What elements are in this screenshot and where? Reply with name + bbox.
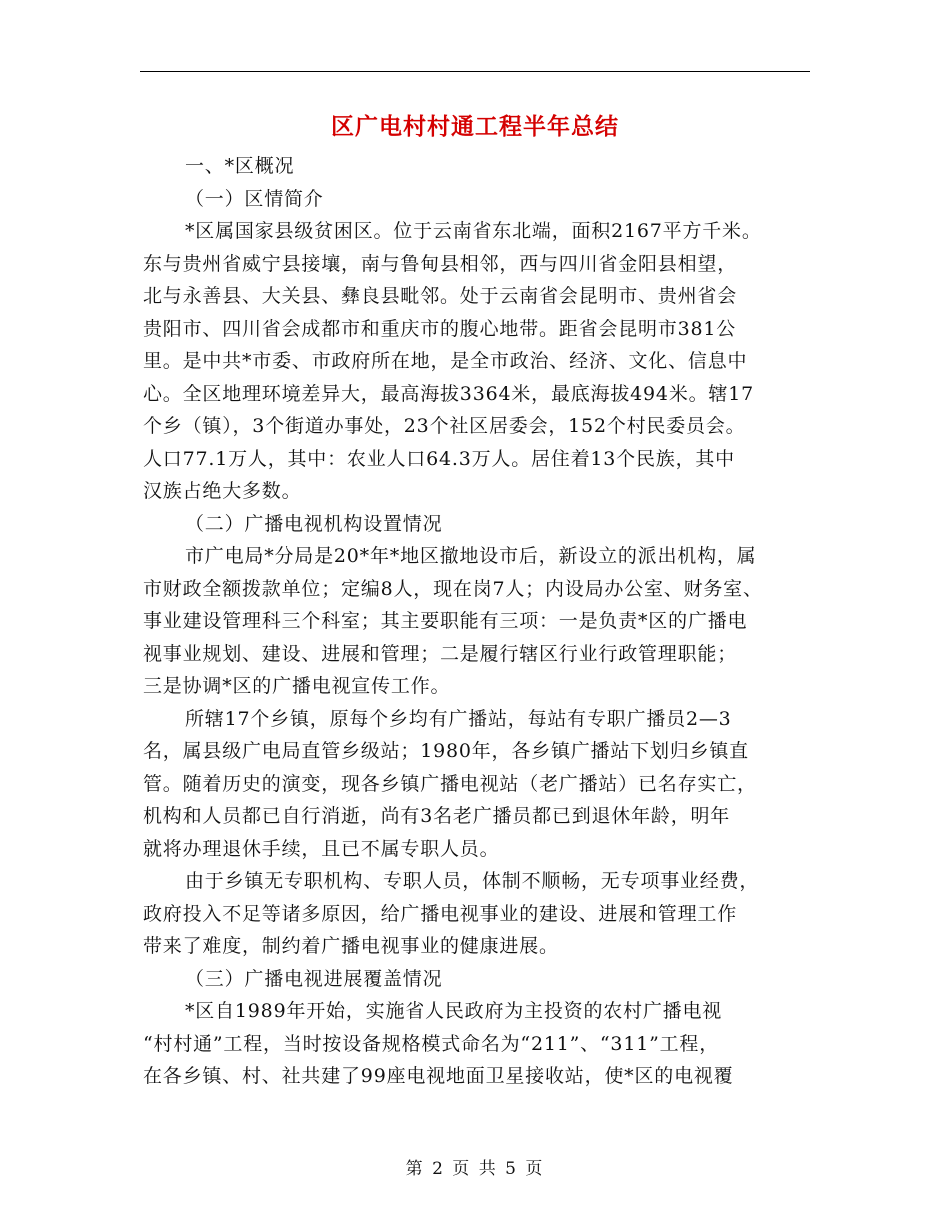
- paragraph-line: 名，属县级广电局直管乡级站；1980年，各乡镇广播站下划归乡镇直: [143, 740, 749, 762]
- document-title: 区广电村村通工程半年总结: [331, 113, 619, 140]
- paragraph-line: 事业建设管理科三个科室；其主要职能有三项：一是负责*区的广播电: [143, 610, 748, 632]
- paragraph-line: *区自1989年开始，实施省人民政府为主投资的农村广播电视: [185, 1000, 723, 1022]
- paragraph-line: 人口77.1万人，其中：农业人口64.3万人。居住着13个民族，其中: [143, 447, 735, 470]
- paragraph-line: 北与永善县、大关县、彝良县毗邻。处于云南省会昆明市、贵州省会: [143, 285, 738, 307]
- paragraph-line: 机构和人员都已自行消逝，尚有3名老广播员都已到退休年龄，明年: [143, 805, 731, 827]
- paragraph-line: 心。全区地理环境差异大，最高海拔3364米，最底海拔494米。辖17: [143, 382, 754, 405]
- header-rule: [140, 71, 810, 72]
- page-number-footer: 第 2 页 共 5 页: [405, 1159, 545, 1179]
- paragraph-line: 视事业规划、建设、进展和管理；二是履行辖区行业行政管理职能；: [143, 642, 738, 665]
- document-body: [143, 150, 808, 1093]
- paragraph-line: 管。随着历史的演变，现各乡镇广播电视站（老广播站）已名存实亡，: [143, 772, 757, 795]
- section-heading: （二）广播电视机构设置情况: [185, 512, 443, 535]
- paragraph-line: 市财政全额拨款单位；定编8人，现在岗7人；内设局办公室、财务室、: [143, 577, 763, 600]
- paragraph-line: 带来了难度，制约着广播电视事业的健康进展。: [143, 935, 559, 957]
- paragraph-line: 贵阳市、四川省会成都市和重庆市的腹心地带。距省会昆明市381公: [143, 317, 737, 340]
- paragraph-line: *区属国家县级贫困区。位于云南省东北端，面积2167平方千米。: [185, 220, 762, 242]
- paragraph-line: 汉族占绝大多数。: [143, 480, 302, 502]
- paragraph-line: 个乡（镇），3个街道办事处，23个社区居委会，152个村民委员会。: [143, 415, 746, 437]
- paragraph-line: 东与贵州省威宁县接壤，南与鲁甸县相邻，西与四川省金阳县相望，: [143, 252, 738, 275]
- section-heading: （三）广播电视进展覆盖情况: [185, 967, 443, 990]
- paragraph-line: 政府投入不足等诸多原因，给广播电视事业的建设、进展和管理工作: [143, 902, 738, 925]
- section-heading: （一）区情简介: [185, 187, 324, 210]
- paragraph-line: 由于乡镇无专职机构、专职人员，体制不顺畅，无专项事业经费，: [185, 870, 760, 892]
- paragraph-line: “村村通”工程，当时按设备规格模式命名为“211”、“311”工程，: [143, 1032, 720, 1055]
- paragraph-line: 里。是中共*市委、市政府所在地，是全市政治、经济、文化、信息中: [143, 350, 748, 372]
- section-heading: 一、*区概况: [185, 155, 295, 177]
- paragraph-line: 所辖17个乡镇，原每个乡均有广播站，每站有专职广播员2—3: [185, 707, 732, 730]
- paragraph-line: 市广电局*分局是20*年*地区撤地设市后，新设立的派出机构，属: [185, 545, 757, 567]
- paragraph-line: 在各乡镇、村、社共建了99座电视地面卫星接收站，使*区的电视覆: [143, 1065, 734, 1087]
- paragraph-line: 就将办理退休手续，且已不属专职人员。: [143, 837, 500, 860]
- paragraph-line: 三是协调*区的广播电视宣传工作。: [143, 675, 451, 697]
